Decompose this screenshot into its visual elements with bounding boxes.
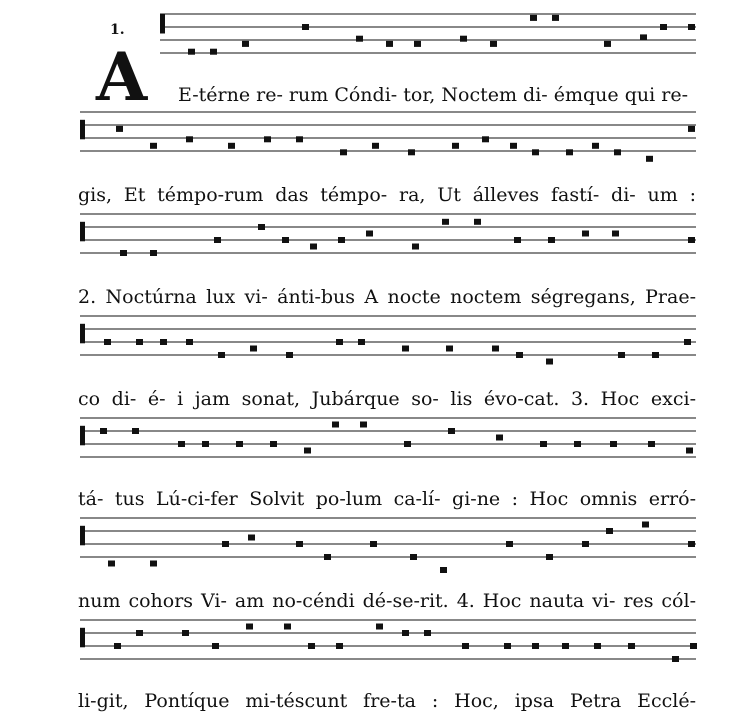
neume-punctum	[562, 643, 569, 649]
neume-punctum	[546, 359, 553, 365]
staff-1	[160, 14, 696, 55]
neume-punctum	[282, 237, 289, 243]
neume-punctum	[136, 630, 143, 636]
neume-punctum	[618, 352, 625, 358]
neume-punctum	[690, 643, 697, 649]
neume-punctum	[304, 448, 311, 454]
staff-5	[80, 418, 696, 457]
neume-punctum	[372, 143, 379, 149]
neume-punctum	[532, 149, 539, 155]
neume-punctum	[228, 143, 235, 149]
neume-punctum	[628, 643, 635, 649]
neume-punctum	[642, 522, 649, 528]
neume-punctum	[150, 561, 157, 567]
lyric-line-6: num cohors Vi- am no-céndi dé-se-rit. 4. Hoc nauta vi- res cól-	[78, 590, 696, 612]
staff-3	[80, 214, 696, 256]
clef-icon	[80, 324, 85, 344]
staff-7	[80, 620, 697, 662]
neume-punctum	[442, 219, 449, 225]
neume-punctum	[546, 554, 553, 560]
lyric-line-1: E-térne re- rum Cóndi- tor, Noctem di- émque qui re-	[178, 84, 688, 106]
neume-punctum	[540, 441, 547, 447]
neume-punctum	[460, 36, 467, 42]
neume-punctum	[516, 352, 523, 358]
neume-punctum	[160, 339, 167, 345]
clef-icon	[80, 628, 85, 648]
neume-punctum	[490, 41, 497, 47]
neume-punctum	[210, 49, 217, 55]
neume-punctum	[336, 643, 343, 649]
neume-punctum	[242, 41, 249, 47]
neume-punctum	[284, 624, 291, 630]
neume-punctum	[248, 535, 255, 541]
neume-punctum	[688, 237, 695, 243]
neume-punctum	[462, 643, 469, 649]
neume-punctum	[410, 554, 417, 560]
neume-punctum	[686, 448, 693, 454]
neume-punctum	[688, 541, 695, 547]
neume-punctum	[548, 237, 555, 243]
neume-punctum	[612, 231, 619, 237]
neume-punctum	[446, 346, 453, 352]
neume-punctum	[594, 643, 601, 649]
neume-punctum	[114, 643, 121, 649]
neume-punctum	[506, 541, 513, 547]
neume-punctum	[218, 352, 225, 358]
neume-punctum	[214, 237, 221, 243]
clef-icon	[160, 14, 165, 34]
neume-punctum	[610, 441, 617, 447]
neume-punctum	[270, 441, 277, 447]
neume-punctum	[510, 143, 517, 149]
neume-punctum	[186, 339, 193, 345]
neume-punctum	[358, 339, 365, 345]
neume-punctum	[604, 41, 611, 47]
neume-punctum	[496, 435, 503, 441]
neume-punctum	[672, 656, 679, 662]
neume-punctum	[402, 630, 409, 636]
neume-punctum	[188, 49, 195, 55]
neume-punctum	[652, 352, 659, 358]
lyric-line-5: tá- tus Lú-ci-fer Solvit po-lum ca-lí- gi-ne : Hoc omnis erró-	[78, 488, 696, 510]
neume-punctum	[302, 24, 309, 30]
neume-punctum	[310, 244, 317, 250]
neume-punctum	[574, 441, 581, 447]
neume-punctum	[404, 441, 411, 447]
neume-punctum	[264, 136, 271, 142]
neume-punctum	[566, 149, 573, 155]
neume-punctum	[136, 339, 143, 345]
neume-punctum	[370, 541, 377, 547]
lyric-line-2: gis, Et témpo-rum das témpo- ra, Ut álleves fastí- di- um :	[78, 184, 696, 206]
neume-punctum	[116, 126, 123, 132]
lyric-line-4: co di- é- i jam sonat, Jubárque so- lis évo-cat. 3. Hoc exci-	[78, 388, 696, 410]
neume-punctum	[222, 541, 229, 547]
neume-punctum	[336, 339, 343, 345]
neume-punctum	[688, 24, 695, 30]
clef-icon	[80, 120, 85, 140]
clef-icon	[80, 526, 85, 546]
neume-punctum	[504, 643, 511, 649]
neume-punctum	[258, 224, 265, 230]
neume-punctum	[386, 41, 393, 47]
neume-punctum	[660, 24, 667, 30]
neume-punctum	[338, 237, 345, 243]
neume-punctum	[246, 624, 253, 630]
staff-6	[80, 518, 696, 573]
neume-punctum	[212, 643, 219, 649]
neume-punctum	[646, 156, 653, 162]
neume-punctum	[582, 231, 589, 237]
clef-icon	[80, 222, 85, 242]
neume-punctum	[340, 149, 347, 155]
neume-punctum	[286, 352, 293, 358]
neume-punctum	[688, 126, 695, 132]
neume-punctum	[532, 643, 539, 649]
neume-punctum	[414, 41, 421, 47]
neume-punctum	[108, 561, 115, 567]
neume-punctum	[308, 643, 315, 649]
hymn-number: 1.	[110, 22, 125, 38]
neume-punctum	[492, 346, 499, 352]
neume-punctum	[402, 346, 409, 352]
neume-punctum	[474, 219, 481, 225]
neume-punctum	[202, 441, 209, 447]
neume-punctum	[150, 143, 157, 149]
drop-cap-initial: A	[96, 38, 148, 116]
neume-punctum	[424, 630, 431, 636]
neume-punctum	[186, 136, 193, 142]
neume-punctum	[324, 554, 331, 560]
neume-punctum	[482, 136, 489, 142]
clef-icon	[80, 426, 85, 446]
neume-punctum	[296, 136, 303, 142]
neume-punctum	[376, 624, 383, 630]
neume-punctum	[448, 428, 455, 434]
staff-4	[80, 316, 696, 365]
neume-punctum	[648, 441, 655, 447]
neume-punctum	[356, 36, 363, 42]
neume-punctum	[452, 143, 459, 149]
neume-punctum	[412, 244, 419, 250]
neume-punctum	[182, 630, 189, 636]
lyric-line-3: 2. Noctúrna lux vi- ánti-bus A nocte noctem ségregans, Prae-	[78, 286, 696, 308]
staff-2	[80, 112, 696, 162]
neume-punctum	[614, 149, 621, 155]
neume-punctum	[514, 237, 521, 243]
neume-punctum	[150, 250, 157, 256]
neume-punctum	[408, 149, 415, 155]
neume-punctum	[178, 441, 185, 447]
neume-punctum	[440, 567, 447, 573]
neume-punctum	[592, 143, 599, 149]
lyric-line-7: li-git, Pontíque mi-téscunt fre-ta : Hoc, ipsa Petra Ecclé-	[78, 690, 696, 712]
neume-punctum	[104, 339, 111, 345]
neume-punctum	[132, 428, 139, 434]
neume-punctum	[360, 422, 367, 428]
neume-punctum	[582, 541, 589, 547]
neume-punctum	[120, 250, 127, 256]
neume-punctum	[100, 428, 107, 434]
neume-punctum	[530, 15, 537, 21]
neume-punctum	[332, 422, 339, 428]
neume-punctum	[236, 441, 243, 447]
neume-punctum	[552, 15, 559, 21]
neume-punctum	[366, 231, 373, 237]
neume-punctum	[296, 541, 303, 547]
neume-punctum	[684, 339, 691, 345]
neume-punctum	[640, 34, 647, 40]
neume-punctum	[250, 346, 257, 352]
neume-punctum	[606, 528, 613, 534]
